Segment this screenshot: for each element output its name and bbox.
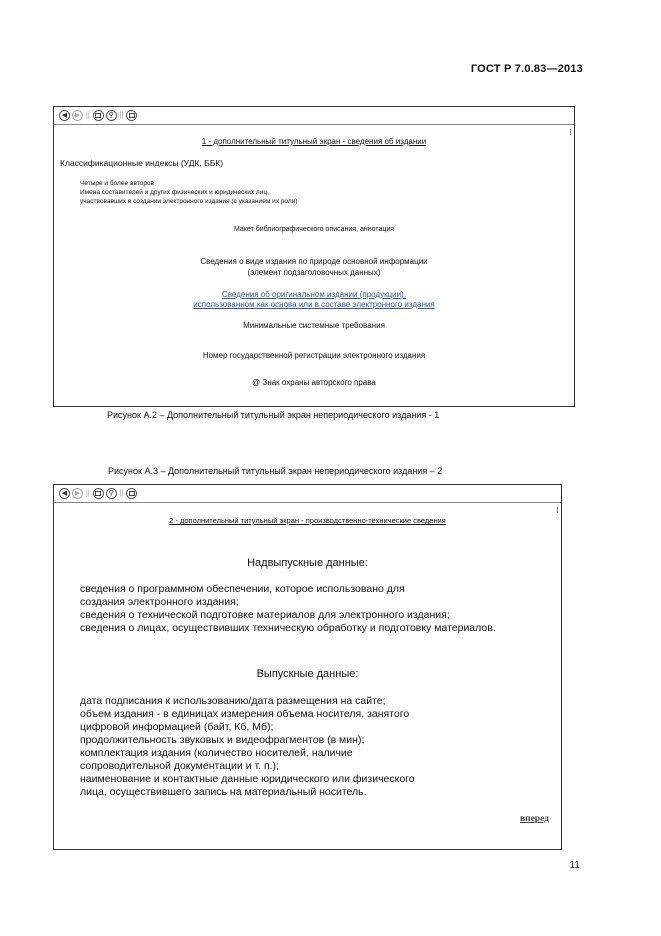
contents-button[interactable] xyxy=(93,488,104,499)
text-line: участвовавших в создании электронного издания (с указанием их роли) xyxy=(80,198,298,205)
next-button[interactable] xyxy=(72,110,83,121)
arrow-right-icon: ▶ xyxy=(74,490,81,497)
toolbar-divider xyxy=(54,124,574,125)
pre-release-data xyxy=(80,583,560,635)
arrow-left-icon: ◀ xyxy=(61,112,68,119)
standard-code: ГОСТ Р 7.0.83—2013 xyxy=(470,63,583,75)
text-line: комплектация издания (количество носителей, наличие xyxy=(80,747,353,759)
toolbar-separator: || xyxy=(119,490,124,497)
authors-info xyxy=(80,179,380,206)
contents-icon xyxy=(95,491,101,496)
text-line: (элемент подзаголовочных данных) xyxy=(247,268,381,277)
next-button[interactable] xyxy=(72,488,83,499)
text-line: сопроводительной документации и т. п.); xyxy=(80,760,279,772)
print-button[interactable] xyxy=(126,110,137,121)
arrow-right-icon: ▶ xyxy=(74,112,81,119)
contents-button[interactable] xyxy=(93,110,104,121)
page-number: 11 xyxy=(569,860,580,871)
search-button[interactable] xyxy=(106,110,117,121)
figure-caption-a2: Рисунок А.2 – Дополнительный титульный экран непериодического издания - 1 xyxy=(107,410,440,420)
search-button[interactable] xyxy=(106,488,117,499)
text-line: дата подписания к использованию/дата размещения на сайте; xyxy=(80,695,386,707)
scroll-marker xyxy=(557,507,558,513)
scroll-marker xyxy=(570,129,571,135)
text-line: Имена составителей и других физических и юридических лиц, xyxy=(80,189,269,196)
toolbar-separator: || xyxy=(86,112,90,119)
print-icon xyxy=(129,491,135,496)
text-line: продолжительность звуковых и видеофрагментов (в мин); xyxy=(80,734,365,746)
text-line: наименование и контактные данные юридического или физического xyxy=(80,773,415,785)
link-line[interactable]: Сведения об оригинальном издании (продукции), xyxy=(221,290,407,299)
toolbar-separator: || xyxy=(119,112,124,119)
classification-indexes: Классификационные индексы (УДК, ББК) xyxy=(60,158,224,168)
link-line[interactable]: использованном как основа или в составе электронного издания xyxy=(193,300,435,309)
toolbar-separator: || xyxy=(86,490,90,497)
figure-caption-a3: Рисунок А.3 – Дополнительный титульный экран непериодического издания – 2 xyxy=(108,466,443,476)
text-line: сведения о лицах, осуществивших техническую обработку и подготовку материалов. xyxy=(80,622,496,634)
text-line: цифровой информацией (байт, Кб, Мб); xyxy=(80,721,274,733)
text-line: объем издания - в единицах измерения объема носителя, занятого xyxy=(80,708,410,720)
text-line: Четыре и более авторов xyxy=(80,180,155,187)
forward-link[interactable]: вперед xyxy=(519,814,549,824)
screen-title: 2 - дополнительный титульный экран - производственно-технические сведения xyxy=(169,516,446,525)
toolbar-divider xyxy=(54,502,561,503)
text-line: сведения о технической подготовке материалов для электронного издания; xyxy=(80,609,450,621)
toolbar xyxy=(59,488,137,499)
section-heading: Надвыпускные данные: xyxy=(247,557,368,569)
arrow-left-icon: ◀ xyxy=(61,490,68,497)
section-heading: Выпускные данные: xyxy=(256,668,359,680)
release-data xyxy=(80,695,560,799)
title-screen-2-frame xyxy=(53,484,562,850)
prev-button[interactable] xyxy=(59,110,70,121)
copyright-sign: @ Знак охраны авторского права xyxy=(252,378,376,387)
title-screen-1-frame xyxy=(53,106,575,407)
registration-number: Номер государственной регистрации электронного издания xyxy=(202,351,426,360)
publication-kind xyxy=(54,256,574,278)
bibliographic-model: Макет библиографического описания, аннотация xyxy=(233,226,395,233)
print-button[interactable] xyxy=(126,488,137,499)
search-icon: ⚲ xyxy=(108,490,114,497)
text-line: сведения о программном обеспечении, которое использовано для xyxy=(80,583,405,595)
screen-title: 1 - дополнительный титульный экран - сведения об издании xyxy=(201,137,427,146)
system-requirements: Минимальные системные требования xyxy=(243,321,385,330)
text-line: лица, осуществившего запись на материальный носитель. xyxy=(80,786,367,798)
contents-icon xyxy=(95,113,101,118)
text-line: создания электронного издания; xyxy=(80,596,239,608)
text-line: Сведения о виде издания по природе основной информации xyxy=(200,257,428,266)
toolbar xyxy=(59,110,137,121)
original-edition-link[interactable] xyxy=(54,290,574,310)
prev-button[interactable] xyxy=(59,488,70,499)
print-icon xyxy=(129,113,135,118)
search-icon: ⚲ xyxy=(108,112,114,119)
